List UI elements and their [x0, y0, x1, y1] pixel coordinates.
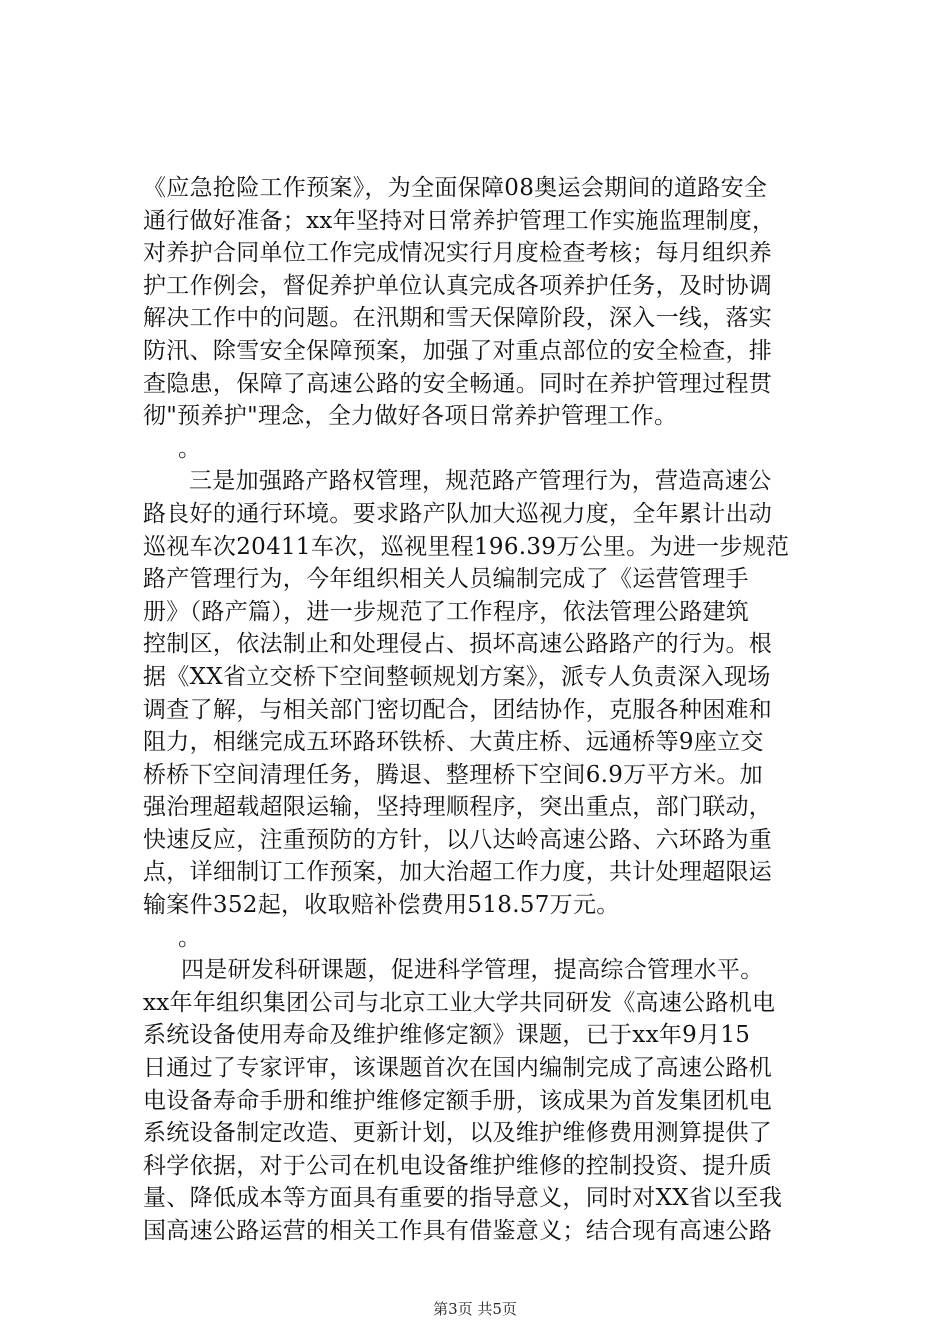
text-line: 输案件352起，收取赔补偿费用518.57万元。: [143, 892, 620, 919]
text-line: 系统设备制定改造、更新计划，以及维护维修费用测算提供了: [143, 1120, 773, 1147]
text-line: 解决工作中的问题。在汛期和雪天保障阶段，深入一线，落实: [143, 305, 773, 332]
text-line: 阻力，相继完成五环路环铁桥、大黄庄桥、远通桥等9座立交: [143, 729, 764, 756]
text-line: 科学依据，对于公司在机电设备维护维修的控制投资、提升质: [143, 1152, 773, 1179]
text-line: 系统设备使用寿命及维护维修定额》课题，已于xx年9月15: [143, 1022, 751, 1049]
text-line: 护工作例会，督促养护单位认真完成各项养护任务，及时协调: [143, 272, 773, 299]
text-line: 路良好的通行环境。要求路产队加大巡视力度，全年累计出动: [143, 500, 773, 527]
paragraph-1: [143, 172, 843, 433]
page-number-footer: 第3页 共5页: [433, 1300, 517, 1318]
text-line: 快速反应，注重预防的方针，以八达岭高速公路、六环路为重: [143, 826, 773, 853]
text-line: 国高速公路运营的相关工作具有借鉴意义；结合现有高速公路: [143, 1218, 773, 1244]
paragraph-2: [143, 465, 843, 921]
text-line: 通行做好准备；xx年坚持对日常养护管理工作实施监理制度，: [143, 207, 776, 234]
text-line: 防汛、除雪安全保障预案，加强了对重点部位的安全检查，排: [143, 337, 773, 364]
text-line: 《应急抢险工作预案》，为全面保障08奥运会期间的道路安全: [143, 175, 768, 201]
text-line: 四是研发科研课题，促进科学管理，提高综合管理水平。: [181, 957, 764, 984]
text-line: 点，详细制订工作预案，加大治超工作力度，共计处理超限运: [143, 859, 773, 886]
text-line: 路产管理行为，今年组织相关人员编制完成了《运营管理手: [143, 566, 749, 593]
text-line: 日通过了专家评审，该课题首次在国内编制完成了高速公路机: [143, 1055, 773, 1082]
text-line: 控制区，依法制止和处理侵占、损坏高速公路路产的行为。根: [143, 631, 773, 658]
text-line: 巡视车次20411车次，巡视里程196.39万公里。为进一步规范: [143, 533, 790, 560]
paragraph-end-mark: 。: [178, 435, 201, 462]
text-line: 对养护合同单位工作完成情况实行月度检查考核；每月组织养: [143, 240, 773, 267]
text-line: 调查了解，与相关部门密切配合，团结协作，克服各种困难和: [143, 696, 773, 723]
text-line: 电设备寿命手册和维护维修定额手册，该成果为首发集团机电: [143, 1087, 773, 1114]
text-line: 量、降低成本等方面具有重要的指导意义，同时对XX省以至我: [143, 1185, 783, 1212]
text-line: 查隐患，保障了高速公路的安全畅通。同时在养护管理过程贯: [143, 370, 773, 397]
text-line: 三是加强路产路权管理，规范路产管理行为，营造高速公: [189, 468, 772, 495]
text-line: xx年年组织集团公司与北京工业大学共同研发《高速公路机电: [143, 989, 776, 1016]
text-line: 强治理超载超限运输，坚持理顺程序，突出重点，部门联动，: [143, 794, 773, 821]
text-line: 桥桥下空间清理任务，腾退、整理桥下空间6.9万平方米。加: [143, 761, 763, 788]
text-line: 册》（路产篇），进一步规范了工作程序，依法管理公路建筑: [143, 598, 750, 625]
paragraph-end-mark: 。: [178, 924, 201, 951]
document-body: [143, 172, 843, 1248]
text-line: 据《XX省立交桥下空间整顿规划方案》，派专人负责深入现场: [143, 663, 771, 690]
paragraph-3: [143, 954, 843, 1247]
text-line: 彻"预养护"理念，全力做好各项日常养护管理工作。: [143, 403, 678, 430]
